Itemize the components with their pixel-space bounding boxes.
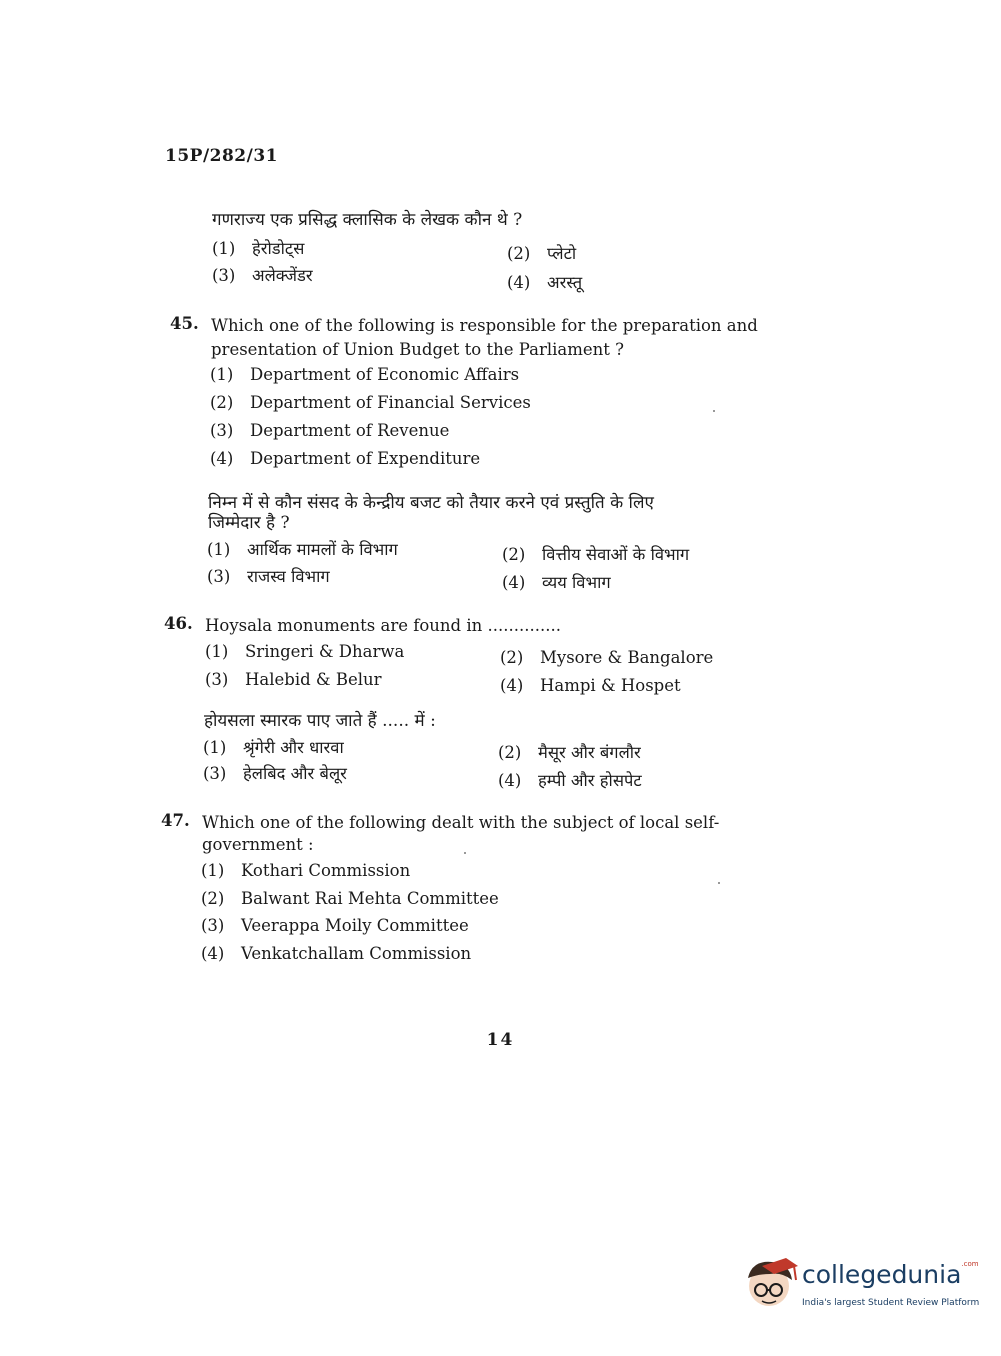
q47-option-3: (3) Veerappa Moily Committee bbox=[201, 916, 469, 935]
q47-question-line2: government : bbox=[202, 835, 314, 854]
q46-hindi-option-1: (1) श्रृंगेरी और धारवा bbox=[203, 738, 344, 757]
q47-question-line1: Which one of the following dealt with the subject of local self- bbox=[202, 813, 720, 832]
q45-option-1: (1) Department of Economic Affairs bbox=[210, 365, 520, 384]
q46-option-1: (1) Sringeri & Dharwa bbox=[205, 642, 405, 661]
q46-hindi-option-2: (2) मैसूर और बंगलौर bbox=[498, 743, 641, 762]
q44-option-1: (1) हेरोडोट्स bbox=[212, 239, 305, 258]
q46-option-2: (2) Mysore & Bangalore bbox=[500, 648, 714, 667]
brand-tagline: India's largest Student Review Platform bbox=[802, 1298, 980, 1308]
q46-hindi-option-4: (4) हम्पी और होसपेट bbox=[498, 771, 642, 790]
q47-option-4: (4) Venkatchallam Commission bbox=[201, 944, 472, 963]
q46-question: Hoysala monuments are found in .............. bbox=[205, 616, 561, 635]
q47-option-2: (2) Balwant Rai Mehta Committee bbox=[201, 889, 499, 908]
q45-hindi-option-4: (4) व्यय विभाग bbox=[502, 573, 611, 592]
scan-speck bbox=[713, 410, 715, 412]
scan-speck bbox=[464, 852, 466, 854]
q45-number: 45. bbox=[170, 314, 199, 333]
collegedunia-watermark bbox=[742, 1256, 980, 1316]
mascot-icon bbox=[742, 1256, 800, 1314]
q46-option-3: (3) Halebid & Belur bbox=[205, 670, 382, 689]
q46-hindi-option-3: (3) हेलबिद और बेलूर bbox=[203, 764, 347, 783]
page-number: 14 bbox=[486, 1030, 515, 1050]
q46-number: 46. bbox=[164, 614, 193, 633]
q44-option-2: (2) प्लेटो bbox=[507, 244, 577, 263]
scan-speck bbox=[718, 882, 720, 884]
q45-option-2: (2) Department of Financial Services bbox=[210, 393, 531, 412]
q45-option-3: (3) Department of Revenue bbox=[210, 421, 450, 440]
q45-question-line2: presentation of Union Budget to the Parliament ? bbox=[211, 340, 624, 359]
q45-hindi-option-3: (3) राजस्व विभाग bbox=[207, 567, 330, 586]
paper-code: 15P/282/31 bbox=[165, 146, 279, 166]
q45-option-4: (4) Department of Expenditure bbox=[210, 449, 481, 468]
q45-hindi-line1: निम्न में से कौन संसद के केन्द्रीय बजट को तैयार करने एवं प्रस्तुति के लिए bbox=[208, 493, 654, 513]
q46-option-4: (4) Hampi & Hospet bbox=[500, 676, 681, 695]
q45-question-line1: Which one of the following is responsible for the preparation and bbox=[211, 316, 758, 335]
q44-option-3: (3) अलेक्जेंडर bbox=[212, 266, 313, 285]
q44-option-4: (4) अरस्तू bbox=[507, 273, 583, 292]
q46-hindi-question: होयसला स्मारक पाए जाते हैं ..... में : bbox=[204, 711, 436, 731]
q47-option-1: (1) Kothari Commission bbox=[201, 861, 411, 880]
q45-hindi-line2: जिम्मेदार है ? bbox=[208, 513, 290, 533]
q45-hindi-option-2: (2) वित्तीय सेवाओं के विभाग bbox=[502, 545, 690, 564]
q45-hindi-option-1: (1) आर्थिक मामलों के विभाग bbox=[207, 540, 398, 559]
brand-name: collegedunia$^{.com}$ bbox=[802, 1260, 979, 1289]
q47-number: 47. bbox=[161, 811, 190, 830]
q44-hindi-question: गणराज्य एक प्रसिद्ध क्लासिक के लेखक कौन थे ? bbox=[212, 210, 523, 230]
